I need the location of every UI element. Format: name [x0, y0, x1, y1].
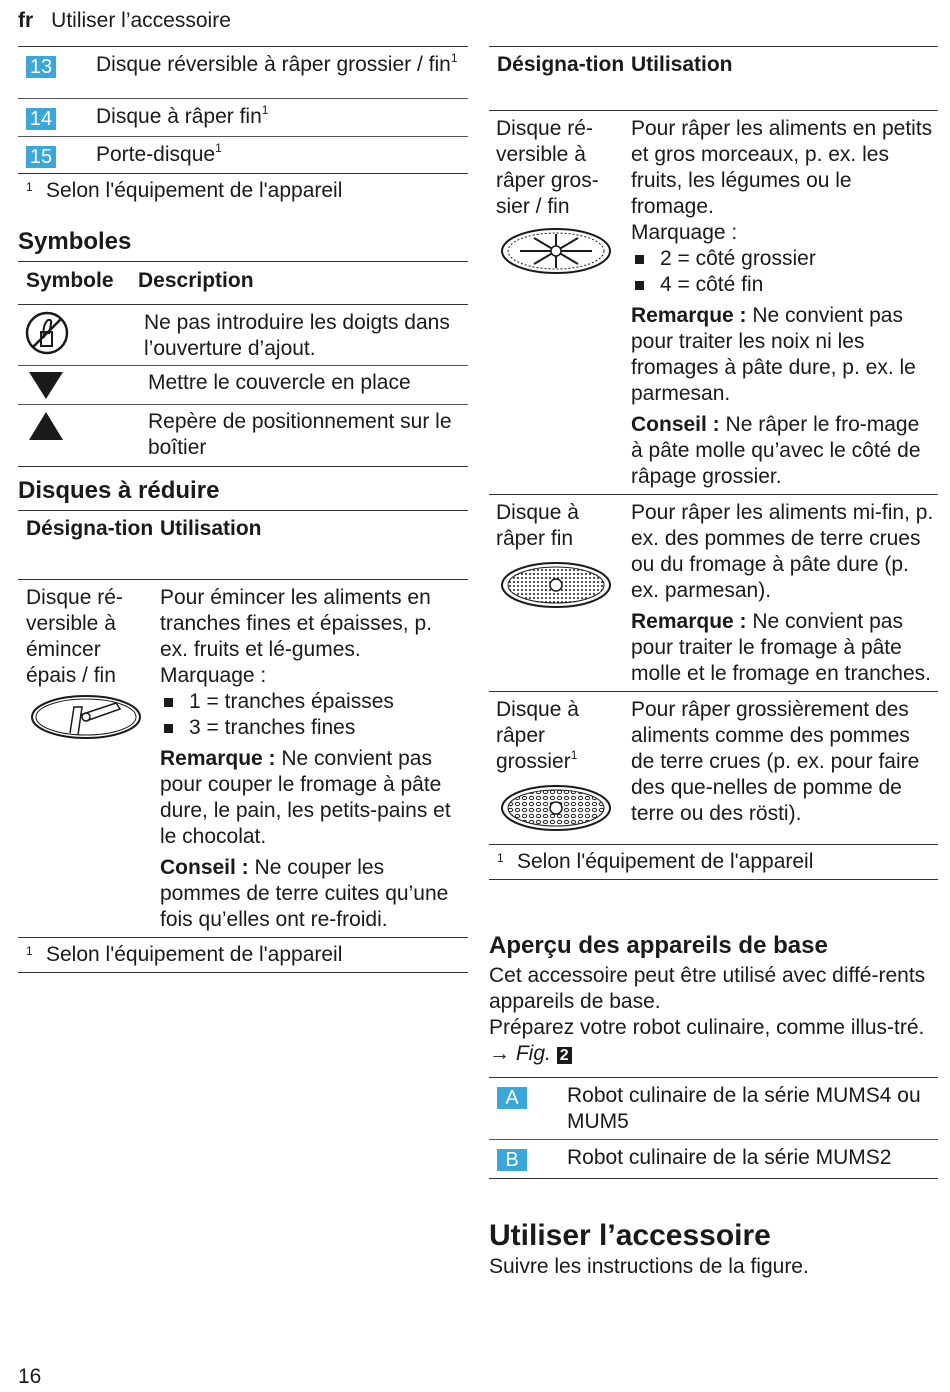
disc-designation: Disque ré-versible à râper gros-sier / fin	[496, 117, 599, 218]
section-title: Aperçu des appareils de base	[489, 932, 828, 959]
remark	[631, 609, 936, 687]
marking-label: Marquage :	[631, 221, 738, 244]
header-title: Utiliser l’accessoire	[51, 9, 231, 32]
table-row	[18, 580, 468, 937]
marking-list	[631, 246, 936, 298]
symbol-description: Repère de positionnement sur le boîtier	[148, 410, 452, 459]
table-row	[18, 305, 468, 365]
footnote-mark: 1	[26, 944, 33, 958]
parts-row	[18, 99, 468, 136]
footnote	[18, 174, 468, 204]
table-row	[489, 495, 938, 691]
intro-text: Cet accessoire peut être utilisé avec diffé-rents appareils de base.	[489, 964, 926, 1013]
part-label: Disque à râper fin	[96, 105, 262, 128]
chapter-title: Utiliser l’accessoire	[489, 1219, 771, 1252]
appliance-letter-badge: B	[497, 1149, 527, 1171]
tip-text: Ne couper les pommes de terre cuites qu’une fois qu’elles ont re-froidi.	[160, 856, 449, 931]
tip-text: Ne râper le fro-mage à pâte molle qu’avec le côté de râpage grossier.	[631, 413, 921, 488]
instruction-text: Suivre les instructions de la figure.	[489, 1255, 809, 1278]
remark-text: Ne convient pas pour couper le fromage à pâte dure, le pain, les petits-pains et le chocolat.	[160, 747, 451, 848]
column-header: Description	[138, 269, 254, 292]
table-row	[489, 692, 938, 844]
tip	[160, 855, 460, 933]
remark-label: Remarque :	[631, 610, 747, 633]
remark-text: Ne convient pas pour traiter les noix ni les fromages à pâte dure, p. ex. le parmesan.	[631, 304, 916, 405]
marking-list	[160, 689, 460, 741]
marking-item: 1 = tranches épaisses	[160, 689, 460, 715]
column-header: Symbole	[26, 269, 114, 292]
coarse-grating-disc-icon	[500, 783, 631, 840]
part-number-badge: 15	[26, 146, 56, 168]
footnote-ref: 1	[261, 103, 269, 117]
figure-label: Fig.	[515, 1042, 551, 1065]
usage-text: Pour râper les aliments en petits et gros morceaux, p. ex. les fruits, les légumes ou le fromage.	[631, 117, 933, 218]
table-header	[18, 511, 468, 579]
table-row	[18, 405, 468, 466]
disc-designation: Disque à râper fin	[496, 501, 579, 550]
footnote-text: Selon l'équipement de l'appareil	[46, 179, 343, 202]
symbols-section	[18, 229, 468, 467]
figure-number: 2	[557, 1047, 572, 1064]
footnote-mark: 1	[26, 180, 33, 194]
figure-reference	[489, 1041, 938, 1069]
slicing-discs-section	[18, 478, 468, 973]
triangle-down-icon	[18, 370, 148, 404]
appliance-description: Robot culinaire de la série MUMS4 ou MUM5	[567, 1084, 921, 1133]
parts-row	[18, 137, 468, 173]
table-row	[18, 366, 468, 404]
remark-label: Remarque :	[631, 304, 747, 327]
part-number-badge: 13	[26, 56, 56, 78]
remark-text: Ne convient pas pour traiter le fromage à pâte molle et le fromage en tranches.	[631, 610, 931, 685]
footnote-text: Selon l'équipement de l'appareil	[46, 943, 343, 966]
footnote-ref: 1	[570, 748, 578, 762]
marking-item: 3 = tranches fines	[160, 715, 460, 741]
marking-label: Marquage :	[160, 664, 267, 687]
tip	[631, 412, 936, 490]
arrow-icon: →	[489, 1042, 510, 1065]
remark	[160, 746, 460, 850]
disc-designation: Disque à râper grossier	[496, 698, 579, 773]
table-row	[489, 1078, 938, 1139]
part-number-badge: 14	[26, 108, 56, 130]
column-header: Désigna-tion	[497, 53, 625, 76]
slicing-disc-icon	[30, 693, 160, 748]
symbol-description: Ne pas introduire les doigts dans l’ouverture d’ajout.	[144, 311, 450, 360]
triangle-up-icon	[18, 409, 148, 466]
part-label: Porte-disque	[96, 143, 216, 166]
footnote	[489, 845, 938, 879]
fine-grating-disc-icon	[500, 560, 631, 617]
base-appliances-section	[489, 933, 938, 1179]
usage-text: Pour émincer les aliments en tranches fines et épaisses, p. ex. fruits et lé-gumes.	[160, 586, 432, 661]
section-title: Disques à réduire	[18, 477, 220, 504]
disc-designation: Disque ré-versible à émincer épais / fin	[26, 586, 123, 687]
no-fingers-icon	[18, 310, 144, 365]
column-header: Désigna-tion	[26, 517, 154, 540]
footnote-ref: 1	[215, 141, 222, 155]
use-accessory-section	[489, 1218, 938, 1280]
appliance-letter-badge: A	[497, 1087, 527, 1109]
footnote-mark: 1	[497, 851, 504, 865]
grating-discs-table	[489, 46, 938, 880]
language-code: fr	[18, 9, 34, 32]
column-header: Utilisation	[160, 517, 262, 540]
footnote	[18, 938, 468, 972]
table-header	[18, 262, 468, 304]
symbol-description: Mettre le couvercle en place	[148, 371, 411, 394]
part-label: Disque réversible à râper grossier / fin	[96, 53, 451, 76]
usage-text: Pour râper grossièrement des aliments comme des pommes de terre crues (p. ex. pour faire des que-nelles de pomme de terre ou des rösti).	[631, 698, 920, 825]
appliance-description: Robot culinaire de la série MUMS2	[567, 1146, 892, 1169]
marking-item: 4 = côté fin	[631, 272, 936, 298]
table-row	[489, 111, 938, 494]
column-header: Utilisation	[631, 53, 733, 76]
usage-text: Pour râper les aliments mi-fin, p. ex. des pommes de terre crues ou du fromage à pâte dure (p. ex. parmesan).	[631, 501, 934, 602]
marking-item: 2 = côté grossier	[631, 246, 936, 272]
table-row	[489, 1140, 938, 1178]
remark-label: Remarque :	[160, 747, 276, 770]
page-number: 16	[18, 1365, 42, 1388]
section-title: Symboles	[18, 228, 132, 255]
tip-label: Conseil :	[160, 856, 249, 879]
footnote-ref: 1	[450, 51, 458, 65]
footnote-text: Selon l'équipement de l'appareil	[517, 850, 814, 873]
parts-row	[18, 47, 468, 98]
table-header	[489, 47, 938, 110]
running-header	[18, 8, 231, 34]
tip-label: Conseil :	[631, 413, 720, 436]
remark	[631, 303, 936, 407]
reversible-grating-disc-icon	[500, 226, 631, 283]
parts-list	[18, 46, 468, 204]
intro-text: Préparez votre robot culinaire, comme illus-tré.	[489, 1016, 925, 1039]
